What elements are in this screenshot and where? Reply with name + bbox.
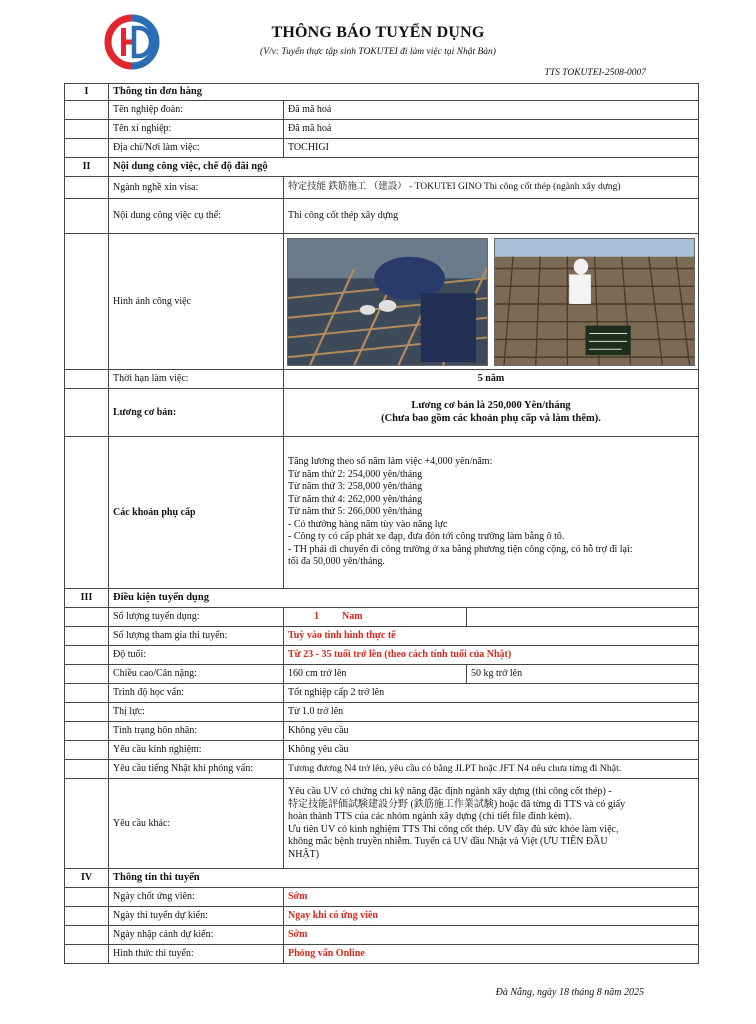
table-row [65,139,699,158]
table-row [65,665,699,684]
table-row [65,101,699,120]
field-label: Yêu cầu khác: [109,779,284,869]
field-label: Tình trạng hôn nhân: [109,722,284,741]
section-number: II [65,158,109,177]
field-label: Tên nghiệp đoàn: [109,101,284,120]
section-title: Thông tin đơn hàng [109,84,699,101]
field-label: Địa chỉ/Nơi làm việc: [109,139,284,158]
requirement-line: Ưu tiên UV có kinh nghiệm TTS Thi công cốt thép. UV đầy đủ sức khỏe làm việc, [288,823,619,835]
field-value: 特定技能 鉄筋施工 （建設） - TOKUTEI GINO Thi công cốt thép (ngành xây dựng) [284,177,699,199]
section-row [65,158,699,177]
salary-value [284,389,699,437]
height-value: 160 cm trở lên [284,665,467,684]
table-row [65,370,699,389]
field-label: Thị lực: [109,703,284,722]
other-requirements [284,779,699,869]
table-row [65,684,699,703]
field-label: Ngày nhập cảnh dự kiến: [109,926,284,945]
quantity-value [284,608,467,627]
field-label: Nội dung công việc cụ thể: [109,199,284,234]
field-value: Ngay khi có ứng viên [284,907,699,926]
table-row [65,437,699,589]
allowance-line: - Công ty có cấp phát xe đạp, đưa đón tới công trường làm bằng ô tô. [288,531,565,543]
field-value: Sớm [284,888,699,907]
field-value: Tốt nghiệp cấp 2 trở lên [284,684,699,703]
field-label: Lương cơ bản: [109,389,284,437]
page-title: THÔNG BÁO TUYỂN DỤNG [271,24,485,41]
field-value: Không yêu cầu [284,741,699,760]
recruitment-table [64,83,699,964]
table-row [65,234,699,370]
table-row [65,646,699,665]
section-title: Thông tin thi tuyển [109,869,699,888]
table-row [65,907,699,926]
section-row [65,869,699,888]
requirement-line: NHẬT) [288,848,320,860]
section-row [65,589,699,608]
requirement-line: hoàn thành TTS của các nhóm ngành xây dựng (chi tiết file đính kèm). [288,811,572,822]
field-value: Từ 23 - 35 tuổi trở lên (theo cách tính tuổi của Nhật) [284,646,699,665]
allowance-line: Từ năm thứ 2: 254,000 yên/tháng [288,468,423,480]
table-row [65,945,699,964]
field-label: Chiều cao/Cân nặng: [109,665,284,684]
requirement-line: không mắc bệnh truyền nhiễm. Tuyển cả UV đầu Nhật và Việt (ƯU TIÊN ĐẦU [288,836,608,847]
field-label: Yêu cầu kinh nghiệm: [109,741,284,760]
table-row [65,199,699,234]
section-number: IV [65,869,109,888]
work-photo-1 [287,238,488,366]
allowance-list [284,437,699,589]
allowance-line: tối đa 50,000 yên/tháng. [288,556,385,568]
field-value: Đã mã hoá [284,120,699,139]
field-label: Ngày thi tuyển dự kiến: [109,907,284,926]
field-value: Thi công cốt thép xây dựng [284,199,699,234]
section-number: III [65,589,109,608]
field-label: Số lượng tham gia thi tuyển: [109,627,284,646]
table-row [65,779,699,869]
salary-note: (Chưa bao gồm các khoản phụ cấp và làm thêm). [381,412,601,424]
quantity-number: 1 [314,611,319,622]
field-value: Từ 1.0 trở lên [284,703,699,722]
allowance-line: Từ năm thứ 5: 266,000 yên/tháng [288,506,423,518]
field-label: Ngành nghề xin visa: [109,177,284,199]
field-label: Yêu cầu tiếng Nhật khi phỏng vấn: [109,760,284,779]
table-row [65,888,699,907]
field-label: Các khoản phụ cấp [109,437,284,589]
work-photos [284,234,699,370]
section-title: Nội dung công việc, chế độ đãi ngộ [109,158,699,177]
field-label: Độ tuổi: [109,646,284,665]
field-label: Tên xí nghiệp: [109,120,284,139]
quantity-gender: Nam [342,611,363,622]
table-row [65,177,699,199]
allowance-line: - Có thưởng hàng năm tùy vào năng lực [288,518,448,530]
requirement-line: 特定技能評価試験建設分野 (鉄筋施工作業試験) hoặc đã từng đi TTS và có giấy [288,798,626,810]
table-row [65,703,699,722]
work-photo-2 [494,238,695,366]
field-label: Trình độ học vấn: [109,684,284,703]
allowance-line: - TH phải di chuyển đi công trường ở xa bằng phương tiện công cộng, có hỗ trợ đi lại: [288,543,633,555]
field-value: Sớm [284,926,699,945]
field-label: Hình ảnh công việc [109,234,284,370]
table-row [65,741,699,760]
field-value: 5 năm [284,370,699,389]
section-number: I [65,84,109,101]
page-subtitle: (V/v: Tuyển thực tập sinh TOKUTEI đi làm việc tại Nhật Bản) [260,47,496,57]
allowance-line: Từ năm thứ 3: 258,000 yên/tháng [288,481,423,493]
field-label: Hình thức thi tuyển: [109,945,284,964]
field-value: Không yêu cầu [284,722,699,741]
table-row [65,722,699,741]
field-value: Đã mã hoá [284,101,699,120]
field-value: TOCHIGI [284,139,699,158]
table-row [65,627,699,646]
field-label: Số lượng tuyển dụng: [109,608,284,627]
company-logo [104,14,160,70]
place-date: Đà Nẵng, ngày 18 tháng 8 năm 2025 [495,987,644,998]
section-title: Điều kiện tuyển dụng [109,589,699,608]
field-label: Thời hạn làm việc: [109,370,284,389]
table-row [65,389,699,437]
weight-value: 50 kg trở lên [467,665,699,684]
table-row [65,760,699,779]
allowance-line: Từ năm thứ 4: 262,000 yên/tháng [288,493,423,505]
reference-number: TTS TOKUTEI-2508-0007 [544,68,646,78]
field-label: Ngày chốt ứng viên: [109,888,284,907]
field-value: Phỏng vấn Online [284,945,699,964]
table-row [65,926,699,945]
requirement-line: Yêu cầu UV có chứng chỉ kỹ năng đặc định ngành xây dựng (thi công cốt thép) - [288,786,612,797]
salary-line: Lương cơ bản là 250,000 Yên/tháng [411,399,571,411]
table-row [65,608,699,627]
field-value: Tuỳ vào tình hình thực tế [284,627,699,646]
section-row [65,84,699,101]
field-value: Tương đương N4 trở lên, yêu cầu có bằng JLPT hoặc JFT N4 nếu chưa từng đi Nhật. [284,760,699,779]
table-row [65,120,699,139]
allowance-line: Tăng lương theo số năm làm việc +4,000 yên/năm: [288,456,493,468]
